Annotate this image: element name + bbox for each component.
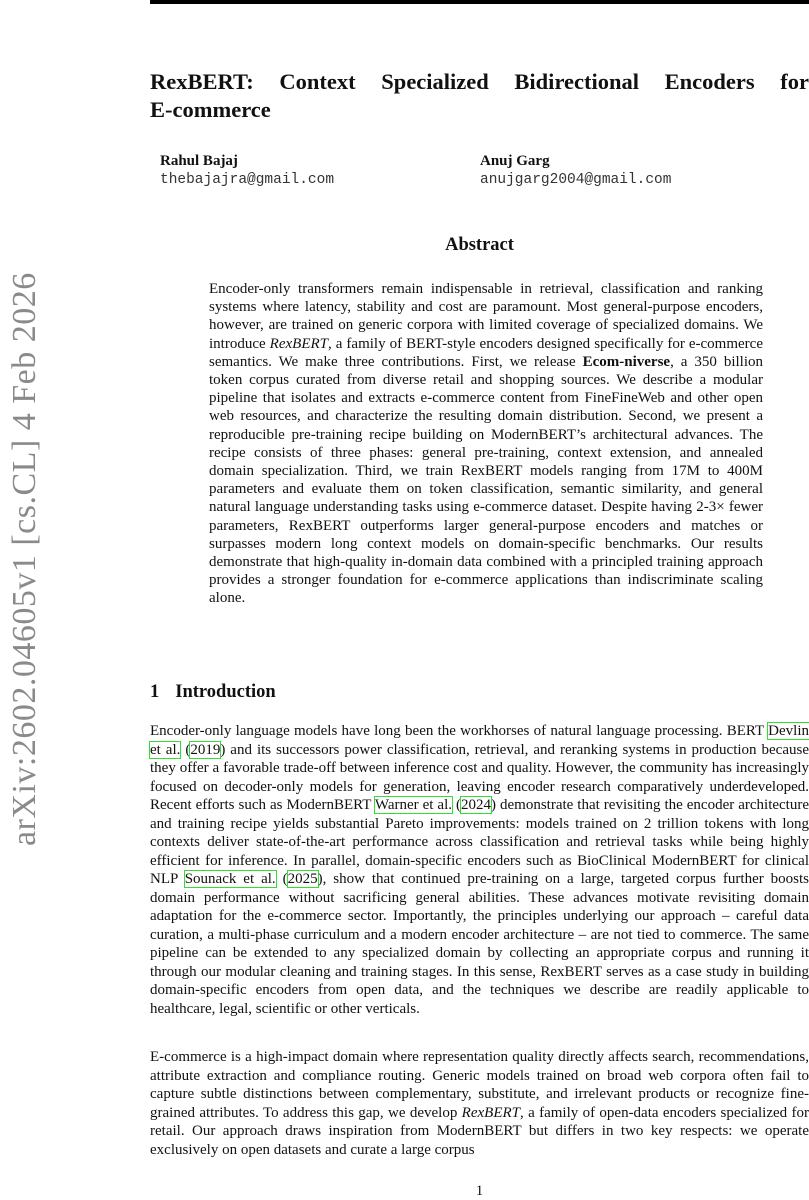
title-line-2: E-commerce [150, 97, 271, 122]
citation-link-sounack[interactable]: Sounack et al. [184, 871, 276, 887]
author-block [160, 152, 334, 190]
author-block [480, 152, 671, 190]
paragraph-text: ) demonstrate that revisiting the encoder architecture and training recipe yields substantial Pareto improvements: models trained on 2 trillion tokens with long contexts deliver state-of-the-art performance across classification and retrieval tasks while being highly efficient for inference. In parallel, domain-specific encoders such as BioClinical ModernBERT for clinical NLP [150, 797, 809, 887]
section-title: Introduction [175, 682, 276, 702]
citation-year-link-warner[interactable]: 2024 [461, 797, 492, 813]
paragraph-text: , a family of open-data encoders specialized for retail. Our approach draws inspiration from ModernBERT but differs in two key respects: we operate exclusively on open datasets and curate a large corpus [150, 1104, 809, 1158]
section-number: 1 [150, 682, 160, 702]
citation-link-warner[interactable]: Warner et al. [374, 797, 453, 813]
abstract-text: , a family of BERT-style encoders designed specifically for e-commerce semantics. We make three contributions. First, we release [209, 335, 763, 370]
abstract-body [209, 280, 763, 608]
author-name: Rahul Bajaj [160, 153, 238, 169]
abstract-model-name: RexBERT [269, 335, 328, 352]
intro-paragraph-1: Encoder-only language models have long been the workhorses of natural language processing. BERT Devlin et al. (2019) and its successors power classification, retrieval, and reranking systems in production because they offer a favorable trade-off between inference cost and quality. However, the community has increasingly focused on decoder-only models for generation, leaving encoder research comparatively underdeveloped. Recent efforts such as ModernBERT Warner et al. (2024) demonstrate that revisiting the encoder architecture and training recipe yields substantial Pareto improvements: models trained on 2 trillion tokens with long contexts deliver state-of-the-art performance across classification and retrieval tasks while being highly efficient for inference. In parallel, domain-specific encoders such as BioClinical ModernBERT for clinical NLP Sounack et al. (2025), show that continued pre-training on a large, targeted corpus further boosts domain performance without sacrificing general abilities. These advances motivate revisiting domain adaptation for the e-commerce sector. Importantly, the principles underlying our approach – careful data curation, a multi-phase curriculum and a modern encoder architecture – are not tied to commerce. The same pipeline can be extended to any specialized domain by collecting an appropriate corpus and running it through our modular cleaning and training stages. In this sense, RexBERT serves as a case study in building domain-specific encoders from open data, and the techniques we describe are readily applicable to healthcare, legal, scientific or other verticals. [150, 723, 809, 1017]
paragraph-text: Encoder-only language models have long been the workhorses of natural language processing. BERT [150, 723, 769, 739]
title-line-1: RexBERT: Context Specialized Bidirectional Encoders for [150, 69, 809, 94]
paragraph-text: E-commerce is a high-impact domain where representation quality directly affects search, recommendations, attribute extraction and compliance routing. Generic models trained on broad web corpora often fail to capture subtle distinctions between complementary, substitute, and irrelevant products or recognize fine-grained attributes. To address this gap, we develop [150, 1049, 809, 1121]
paper-title [150, 68, 809, 124]
paragraph-text: ), show that continued pre-training on a large, targeted corpus further boosts domain performance without sacrificing general abilities. These advances motivate revisiting domain adaptation for the e-commerce sector. Importantly, the principles underlying our approach – careful data curation, a multi-phase curriculum and a modern encoder architecture – are not tied to commerce. The same pipeline can be extended to any specialized domain by collecting an appropriate corpus and running it through our modular cleaning and training stages. In this sense, RexBERT serves as a case study in building domain-specific encoders from open data, and the techniques we describe are readily applicable to healthcare, legal, scientific or other verticals. [150, 871, 809, 1017]
paragraph-text: ) and its successors power classification, retrieval, and reranking systems in production because they offer a favorable trade-off between inference cost and quality. However, the community has increasingly focused on decoder-only models for generation, leaving encoder research comparatively underdeveloped. Recent efforts such as ModernBERT [150, 741, 809, 813]
author-email[interactable]: anujgarg2004@gmail.com [480, 172, 672, 188]
citation-year-link-sounack[interactable]: 2025 [287, 871, 318, 887]
section-heading-introduction [150, 682, 276, 703]
intro-paragraph-2 [150, 1048, 809, 1159]
page-number: 1 [475, 1183, 484, 1199]
arxiv-identifier-stamp[interactable]: arXiv:2602.04605v1 [cs.CL] 4 Feb 2026 [6, 272, 43, 846]
citation-link-devlin[interactable]: Devlin et al. [150, 723, 809, 758]
top-rule [150, 0, 809, 4]
author-email[interactable]: thebajajra@gmail.com [160, 172, 335, 188]
citation-year-link-devlin[interactable]: 2019 [190, 741, 221, 758]
abstract-text: , a 350 billion token corpus curated from diverse retail and shopping sources. We describe a modular pipeline that isolates and extracts e-commerce content from FineFineWeb and other open web resources, and characterize the resulting domain distribution. Second, we present a reproducible pre-training recipe building on ModernBERT’s architectural advances. The recipe consists of three phases: general pre-training, context extension, and annealed domain specialization. Third, we train RexBERT models ranging from 17M to 400M parameters and evaluate them on token classification, semantic similarity, and general natural language understanding tasks using e-commerce dataset. Despite having 2-3× fewer parameters, RexBERT outperforms larger general-purpose encoders and matches or surpasses modern long context models on domain-specific benchmarks. Our results demonstrate that high-quality in-domain data combined with a principled training approach provides a stronger foundation for e-commerce applications than indiscriminate scaling alone. [209, 353, 764, 607]
abstract-text: Encoder-only transformers remain indispensable in retrieval, classification and ranking systems where latency, stability and cost are paramount. Most general-purpose encoders, however, are trained on generic corpora with limited coverage of specialized domains. We introduce [209, 281, 763, 352]
abstract-corpus-name: Ecom-niverse [582, 353, 671, 370]
model-name: RexBERT [461, 1104, 520, 1121]
abstract-heading: Abstract [445, 235, 514, 255]
author-name: Anuj Garg [480, 153, 550, 169]
